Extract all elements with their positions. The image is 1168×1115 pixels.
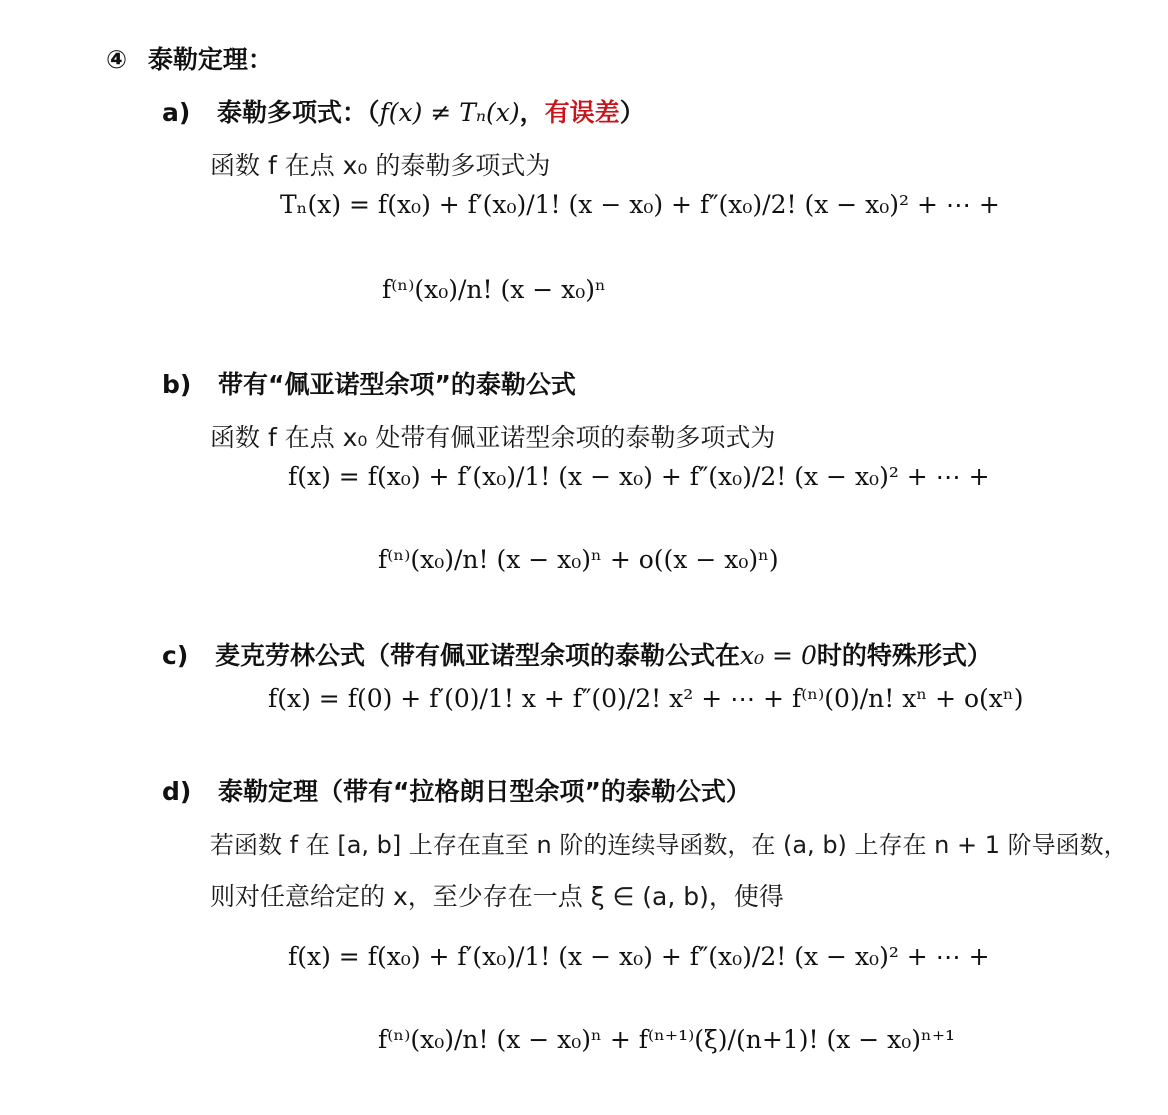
subsection-b-label: b) bbox=[162, 370, 192, 399]
subsection-c-title: 麦克劳林公式（带有佩亚诺型余项的泰勒公式在 bbox=[214, 641, 740, 670]
formula-a-line1: Tₙ(x) = f(x₀) + f′(x₀)/1! (x − x₀) + f″(x₀)/2! (x − x₀)² + ⋯ + bbox=[280, 190, 1000, 219]
formula-c: f(x) = f(0) + f′(0)/1! x + f″(0)/2! x² + ⋯ + f⁽ⁿ⁾(0)/n! xⁿ + o(xⁿ) bbox=[268, 684, 1024, 713]
subsection-a-intro: 函数 f 在点 x₀ 的泰勒多项式为 bbox=[210, 151, 551, 180]
subsection-c-title-suffix: 时的特殊形式） bbox=[816, 641, 992, 670]
subsection-d-intro-line1: 若函数 f 在 [a, b] 上存在直至 n 阶的连续导函数，在 (a, b) 上存在 n + 1 阶导函数， bbox=[210, 831, 1128, 859]
subsection-c-heading-math: x₀ = 0 bbox=[739, 641, 817, 670]
formula-a-line2: f⁽ⁿ⁾(x₀)/n! (x − x₀)ⁿ bbox=[382, 275, 606, 304]
subsection-b-heading bbox=[162, 365, 576, 401]
subsection-d-heading bbox=[162, 772, 751, 808]
subsection-d-intro-line2: 则对任意给定的 x，至少存在一点 ξ ∈ (a, b)，使得 bbox=[210, 882, 784, 911]
subsection-a-sep: ， bbox=[519, 98, 545, 127]
section-title: 泰勒定理： bbox=[147, 45, 273, 74]
section-marker: ④ bbox=[106, 45, 128, 74]
formula-d-line2: f⁽ⁿ⁾(x₀)/n! (x − x₀)ⁿ + f⁽ⁿ⁺¹⁾(ξ)/(n+1)! (x − x₀)ⁿ⁺¹ bbox=[378, 1025, 956, 1054]
subsection-b-intro: 函数 f 在点 x₀ 处带有佩亚诺型余项的泰勒多项式为 bbox=[210, 423, 776, 452]
subsection-a-heading-math: f(x) ≠ Tₙ(x) bbox=[379, 98, 520, 127]
subsection-a-label: a) bbox=[162, 98, 191, 127]
subsection-a-title: 泰勒多项式：（ bbox=[217, 98, 380, 127]
formula-b-line1: f(x) = f(x₀) + f′(x₀)/1! (x − x₀) + f″(x₀)/2! (x − x₀)² + ⋯ + bbox=[288, 462, 990, 491]
section-heading bbox=[106, 40, 273, 76]
subsection-a-close: ） bbox=[619, 98, 645, 127]
error-note: 有误差 bbox=[544, 98, 620, 127]
subsection-b-title: 带有“佩亚诺型余项”的泰勒公式 bbox=[218, 370, 576, 399]
subsection-d-label: d) bbox=[162, 777, 192, 806]
formula-b-line2: f⁽ⁿ⁾(x₀)/n! (x − x₀)ⁿ + o((x − x₀)ⁿ) bbox=[378, 545, 779, 574]
subsection-c-label: c) bbox=[162, 641, 189, 670]
subsection-c-heading bbox=[162, 636, 992, 672]
subsection-a-heading bbox=[162, 93, 645, 129]
subsection-d-title: 泰勒定理（带有“拉格朗日型余项”的泰勒公式） bbox=[218, 777, 751, 806]
formula-d-line1: f(x) = f(x₀) + f′(x₀)/1! (x − x₀) + f″(x₀)/2! (x − x₀)² + ⋯ + bbox=[288, 942, 990, 971]
